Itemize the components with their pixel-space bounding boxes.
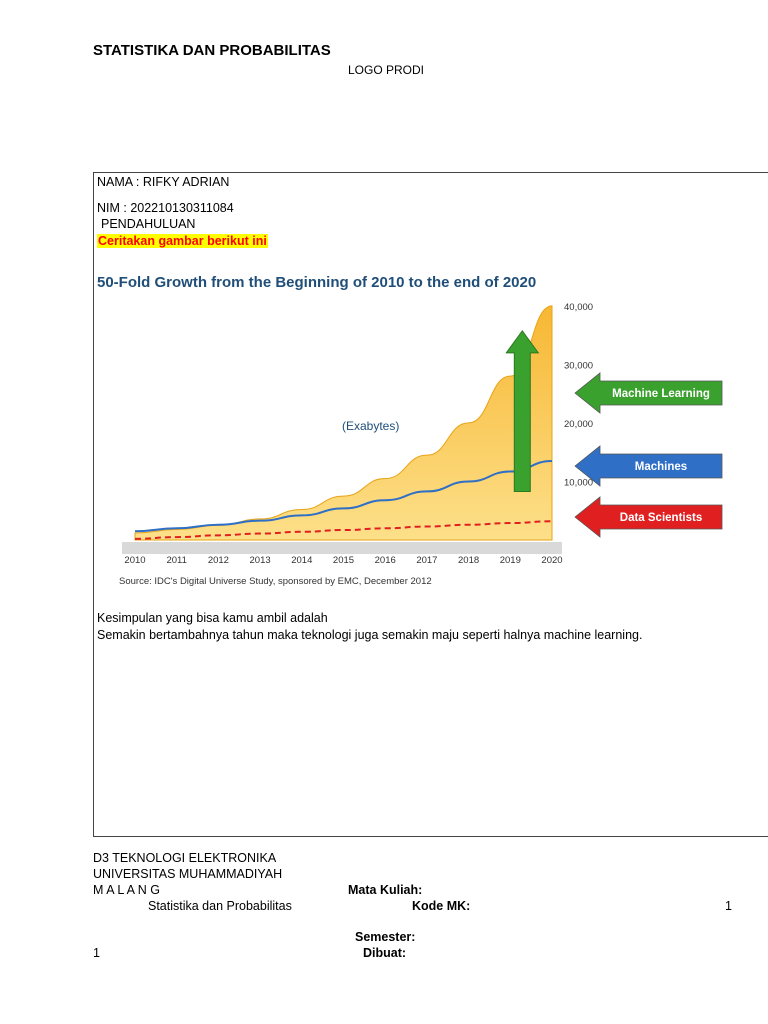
- chart-source: Source: IDC's Digital Universe Study, sponsored by EMC, December 2012: [119, 576, 432, 587]
- conclusion-answer: Semakin bertambahnya tahun maka teknologi juga semakin maju seperti halnya machine learning.: [97, 628, 643, 642]
- student-name: NAMA : RIFKY ADRIAN: [97, 175, 230, 189]
- mata-kuliah-label: Mata Kuliah:: [348, 883, 423, 897]
- x-tick-label: 2019: [499, 555, 521, 566]
- y-tick-label: 20,000: [564, 418, 594, 430]
- x-tick-label: 2017: [416, 555, 438, 566]
- kode-mk-label: Kode MK:: [412, 899, 471, 913]
- unit-label: (Exabytes): [342, 419, 400, 433]
- semester-label: Semester:: [355, 930, 416, 944]
- arrow-label: Data Scientists: [619, 512, 703, 524]
- footer-city: M A L A N G: [93, 883, 160, 897]
- x-tick-label: 2011: [166, 555, 187, 566]
- x-tick-label: 2010: [124, 555, 146, 566]
- document-title: STATISTIKA DAN PROBABILITAS: [93, 42, 331, 59]
- semester-value: 1: [93, 946, 100, 960]
- dibuat-label: Dibuat:: [363, 946, 407, 960]
- mata-kuliah-value: Statistika dan Probabilitas: [148, 899, 292, 913]
- chart-figure: [97, 262, 737, 592]
- y-tick-label: 40,000: [564, 301, 594, 313]
- arrow-label: Machine Learning: [612, 388, 710, 400]
- footer-university: UNIVERSITAS MUHAMMADIYAH: [93, 867, 283, 881]
- x-axis-band: [122, 542, 562, 554]
- y-tick-label: 10,000: [564, 477, 594, 489]
- x-tick-label: 2016: [374, 555, 396, 566]
- growth-chart: [97, 262, 737, 592]
- conclusion-prompt: Kesimpulan yang bisa kamu ambil adalah: [97, 611, 328, 625]
- x-tick-label: 2014: [291, 555, 313, 566]
- x-tick-label: 2012: [207, 555, 229, 566]
- x-tick-label: 2013: [249, 555, 271, 566]
- chart-title: 50-Fold Growth from the Beginning of 2010 to the end of 2020: [97, 274, 537, 291]
- section-heading: PENDAHULUAN: [101, 217, 196, 231]
- logo-placeholder: LOGO PRODI: [348, 63, 425, 77]
- kode-mk-value: 1: [725, 899, 732, 913]
- instruction-text: Ceritakan gambar berikut ini: [98, 234, 267, 248]
- arrow-label: Machines: [634, 461, 688, 473]
- x-tick-label: 2018: [458, 555, 480, 566]
- x-tick-label: 2015: [332, 555, 355, 566]
- x-tick-label: 2020: [541, 555, 563, 566]
- footer-dept: D3 TEKNOLOGI ELEKTRONIKA: [93, 851, 277, 865]
- y-tick-label: 30,000: [564, 360, 594, 372]
- student-nim: NIM : 202210130311084: [97, 201, 234, 215]
